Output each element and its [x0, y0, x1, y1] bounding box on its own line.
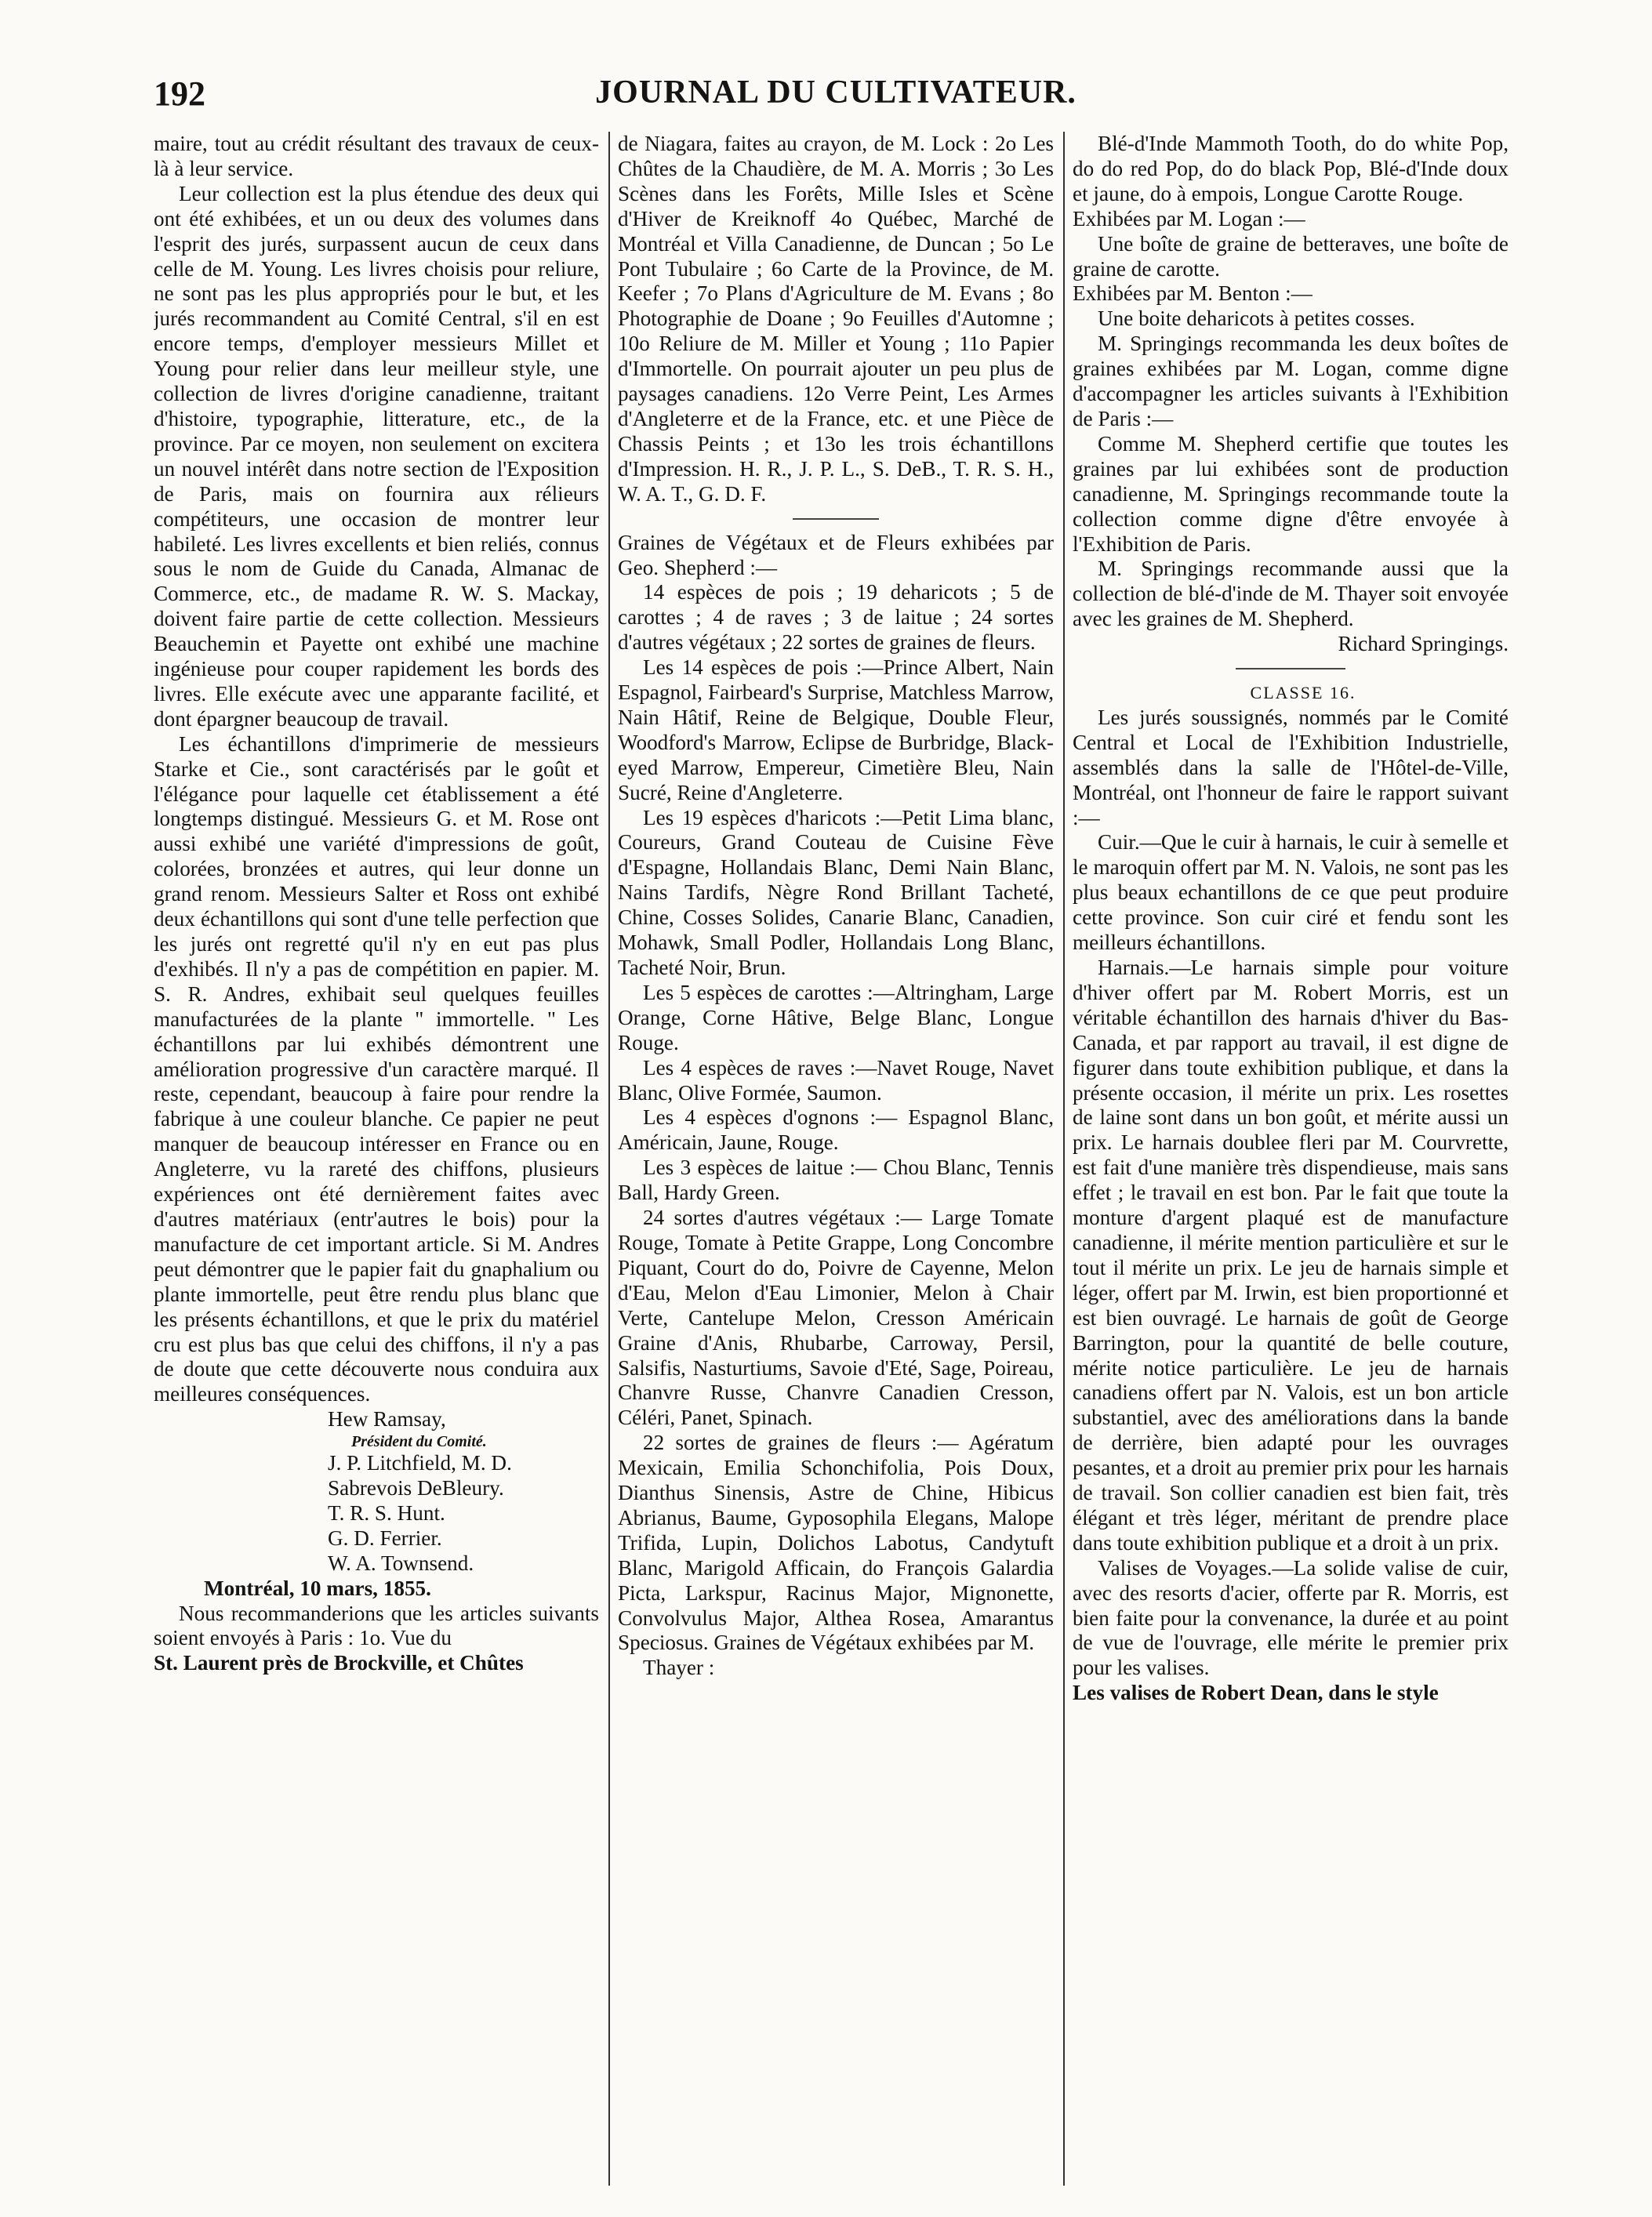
- paragraph: 22 sortes de graines de fleurs :— Agératum Mexicain, Emilia Schonchifolia, Pois Doux, Dianthus Sinensis, Astre de Chine, Hibicus Abrianus, Baume, Gyposophila Elegans, Malope Trifida, Lupin, Dolichos Labotus, Candytuft Blanc, Marigold Afficain, do François Galardia Picta, Larkspur, Racinus Major, Mignonette, Convolvulus Major, Althea Rosea, Amarantus Speciosus. Graines de Végétaux exhibées par M.: [618, 1431, 1054, 1655]
- paragraph: Exhibées par M. Benton :—: [1073, 281, 1313, 306]
- column-3: [1063, 132, 1518, 2186]
- paragraph: Les 5 espèces de carottes :—Altringham, Large Orange, Corne Hâtive, Belge Blanc, Longue Rouge.: [618, 980, 1054, 1054]
- signature-role: Président du Comité.: [351, 1433, 487, 1451]
- paragraph: Les 3 espèces de laitue :— Chou Blanc, Tennis Ball, Hardy Green.: [618, 1156, 1054, 1205]
- running-title: JOURNAL DU CULTIVATEUR.: [595, 74, 1077, 111]
- paragraph: Leur collection est la plus étendue des deux qui ont été exhibées, et un ou deux des volumes dans l'esprit des jurés, surpassent aucun de ceux dans celle de M. Young. Les livres choisis pour reliure, ne sont pas les plus appropriés pour le but, et les jurés recommandent au Comité Central, s'il en est encore temps, d'employer messieurs Millet et Young pour relier dans leur meilleur style, une collection de livres d'origine canadienne, traitant d'histoire, typographie, litterature, etc., de la province. Par ce moyen, non seulement on excitera un nouvel intérêt dans notre section de l'Exposition de Paris, mais on fournira aux rélieurs compétiteurs, une occasion de montrer leur habileté. Les livres excellents et bien reliés, connus sous le nom de Guide du Canada, Almanac de Commerce, etc., de madame R. W. S. Mackay, doivent faire partie de cette collection. Messieurs Beauchemin et Payette ont exhibé une machine ingénieuse pour couper rapidement les bords des livres. Elle exécute avec une apparante facilité, et dont épargner beaucoup de travail.: [154, 181, 599, 731]
- page-number: 192: [154, 74, 205, 113]
- paragraph: M. Springings recommande aussi que la collection de blé-d'inde de M. Thayer soit envoyée avec les graines de M. Shepherd.: [1073, 557, 1509, 631]
- paragraph: Comme M. Shepherd certifie que toutes les graines par lui exhibées sont de production canadienne, M. Springings recommande toute la collection comme digne d'être envoyée à l'Exhibition de Paris.: [1073, 431, 1509, 556]
- paragraph: Thayer :: [643, 1656, 715, 1680]
- signature: G. D. Ferrier.: [328, 1526, 442, 1550]
- paragraph: Les 4 espèces de raves :—Navet Rouge, Navet Blanc, Olive Formée, Saumon.: [618, 1055, 1054, 1105]
- paragraph: Blé-d'Inde Mammoth Tooth, do do white Pop, do do red Pop, do do black Pop, Blé-d'Inde doux et jaune, do à empois, Longue Carotte Rouge.: [1073, 132, 1509, 205]
- column-2: [608, 132, 1063, 2186]
- paragraph: Les 4 espèces d'ognons :— Espagnol Blanc, Américain, Jaune, Rouge.: [618, 1105, 1054, 1155]
- paragraph: 24 sortes d'autres végétaux :— Large Tomate Rouge, Tomate à Petite Grappe, Long Concombre Piquant, Court do do, Poivre de Cayenne, Melon d'Eau, Melon d'Eau Limonier, Melon à Chair Verte, Cantelupe Melon, Cresson Américain Graine d'Anis, Rhubarbe, Carroway, Persil, Salsifis, Nasturtiums, Savoie d'Eté, Sage, Poireau, Chanvre Russe, Chanvre Canadien Cresson, Céléri, Panet, Spinach.: [618, 1206, 1054, 1430]
- paragraph: Les valises de Robert Dean, dans le style: [1073, 1681, 1439, 1705]
- paragraph: M. Springings recommanda les deux boîtes de graines exhibées par M. Logan, comme digne d'accompagner les articles suivants à l'Exhibition de Paris :—: [1073, 332, 1509, 430]
- signature-president: Hew Ramsay,: [328, 1407, 446, 1431]
- page-header: [154, 69, 1518, 116]
- paragraph: Les jurés soussignés, nommés par le Comité Central et Local de l'Exhibition Industrielle, assemblés dans la salle de l'Hôtel-de-Ville, Montréal, ont l'honneur de faire le rapport suivant :—: [1073, 705, 1509, 829]
- signature: Richard Springings.: [1338, 632, 1509, 656]
- paragraph: St. Laurent près de Brockville, et Chûtes: [154, 1651, 524, 1675]
- signature: J. P. Litchfield, M. D.: [328, 1451, 512, 1475]
- section-heading: Graines de Végétaux et de Fleurs exhibées par Geo. Shepherd :—: [618, 530, 1054, 579]
- paragraph: Les 14 espèces de pois :—Prince Albert, Nain Espagnol, Fairbeard's Surprise, Matchless Marrow, Nain Hâtif, Reine de Belgique, Double Fleur, Woodford's Marrow, Eclipse de Burbridge, Black-eyed Marrow, Empereur, Cimetière Bleu, Nain Sucré, Reine d'Angleterre.: [618, 655, 1054, 804]
- signature: W. A. Townsend.: [328, 1551, 474, 1575]
- divider: [1236, 668, 1345, 669]
- paragraph: de Niagara, faites au crayon, de M. Lock : 2o Les Chûtes de la Chaudière, de M. A. Morris ; 3o Les Scènes dans les Forêts, Mille Isles et Scène d'Hiver de Kreiknoff 4o Québec, Marché de Montréal et Villa Canadienne, de Duncan ; 5o Le Pont Tubulaire ; 6o Carte de la Province, de M. Keefer ; 7o Plans d'Agriculture de M. Evans ; 8o Photographie de Doane ; 9o Feuilles d'Automne ; 10o Reliure de M. Miller et Young ; 11o Papier d'Immortelle. On pourrait ajouter un peu plus de paysages canadiens. 12o Verre Peint, Les Armes d'Angleterre et de la France, etc. et une Pièce de Chassis Peints ; et 13o les trois échantillons d'Impression. H. R., J. P. L., S. DeB., T. R. S. H., W. A. T., G. D. F.: [618, 132, 1054, 506]
- divider: [793, 518, 879, 520]
- text-columns: [154, 132, 1519, 2186]
- paragraph: Une boîte de graine de betteraves, une boîte de graine de carotte.: [1073, 231, 1509, 281]
- paragraph: Les échantillons d'imprimerie de messieurs Starke et Cie., sont caractérisés par le goût et l'élégance pour laquelle cet établissement a été longtemps distingué. Messieurs G. et M. Rose ont aussi exhibé une variété d'impressions de goût, colorées, bronzées et autres, qui leur donne un grand renom. Messieurs Salter et Ross ont exhibé deux échantillons qui sont d'une telle perfection que les jurés ont regretté qu'il n'y en eut pas plus d'exhibés. Il n'y a pas de compétition en papier. M. S. R. Andres, exhibait seul quelques feuilles manufacturées de la plante " immortelle. " Les échantillons par lui exhibés démontrent une amélioration progressive d'un caractère marqué. Il reste, cependant, beaucoup à faire pour rendre la fabrique à une couleur blanche. Ce papier ne peut manquer de beaucoup intéresser en France ou en Angleterre, vu la rareté des chiffons, plusieurs expériences ont été dernièrement faites avec d'autres matériaux (entr'autres le bois) pour la manufacture de cet important article. Si M. Andres peut démontrer que le papier fait du gnaphalium ou plante immortelle, peut être rendu plus blanc que les présents échantillons, et que le prix du matériel cru est plus bas que celui des chiffons, il n'y a pas de doute que cette découverte nous conduira aux meilleures conséquences.: [154, 731, 599, 1406]
- paragraph: Les 19 espèces d'haricots :—Petit Lima blanc, Coureurs, Grand Couteau de Cuisine Fève d'Espagne, Hollandais Blanc, Demi Nain Blanc, Nains Tardifs, Nègre Rond Brillant Tacheté, Chine, Cosses Solides, Canarie Blanc, Canadien, Mohawk, Small Podler, Hollandais Long Blanc, Tacheté Noir, Brun.: [618, 805, 1054, 979]
- paragraph: Une boite deharicots à petites cosses.: [1098, 307, 1415, 331]
- column-1: [154, 132, 608, 2186]
- paragraph: Exhibées par M. Logan :—: [1073, 206, 1305, 230]
- class-heading: CLASSE 16.: [1250, 683, 1356, 703]
- paragraph: Cuir.—Que le cuir à harnais, le cuir à semelle et le maroquin offert par M. N. Valois, ne sont pas les plus beaux echantillons de ce que peut produire cette province. Son cuir ciré et fendu sont les meilleurs échantillons.: [1073, 830, 1509, 955]
- paragraph: Nous recommanderions que les articles suivants soient envoyés à Paris : 1o. Vue du: [154, 1601, 599, 1650]
- report-date: Montréal, 10 mars, 1855.: [204, 1576, 431, 1600]
- paragraph: maire, tout au crédit résultant des travaux de ceux-là à leur service.: [154, 132, 599, 180]
- paragraph: Harnais.—Le harnais simple pour voiture d'hiver offert par M. Robert Morris, est un véritable échantillon des harnais d'hiver du Bas-Canada, et par rapport au travail, il est digne de figurer dans toute exhibition publique, et dans la présente occasion, il mérite un prix. Les rosettes de laine sont dans un bon goût, et mérite aussi un prix. Le harnais doublee fleri par M. Courvrette, est fait d'une manière très dispendieuse, mais sans effet ; le travail en est bon. Par le fait que toute la monture d'argent plaqué est de manufacture canadienne, il mérite mention particulière et sur le tout il mérite un prix. Le jeu de harnais simple et léger, offert par M. Irwin, est bien proportionné et est bien ouvragé. Le harnais de goût de George Barrington, pour la quantité de belle couture, mérite notice particulière. Le jeu de harnais canadiens offert par N. Valois, est un bon article substantiel, avec des améliorations dans la bande de derrière, bien adapté pour les ouvrages pesantes, et a droit au premier prix pour les harnais de travail. Son collier canadien est bien fait, très élégant et très léger, méritant de prendre place dans toute exhibition publique et a droit à un prix.: [1073, 956, 1509, 1555]
- paragraph: 14 espèces de pois ; 19 deharicots ; 5 de carottes ; 4 de raves ; 3 de laitue ; 24 sortes d'autres végétaux ; 22 sortes de graines de fleurs.: [618, 580, 1054, 655]
- paragraph: Valises de Voyages.—La solide valise de cuir, avec des resorts d'acier, offerte par R. Morris, est bien faite pour la convenance, la durée et au point de vue de l'ouvrage, elle mérite le premier prix pour les valises.: [1073, 1555, 1509, 1680]
- signature: T. R. S. Hunt.: [328, 1500, 445, 1525]
- signature: Sabrevois DeBleury.: [328, 1476, 504, 1500]
